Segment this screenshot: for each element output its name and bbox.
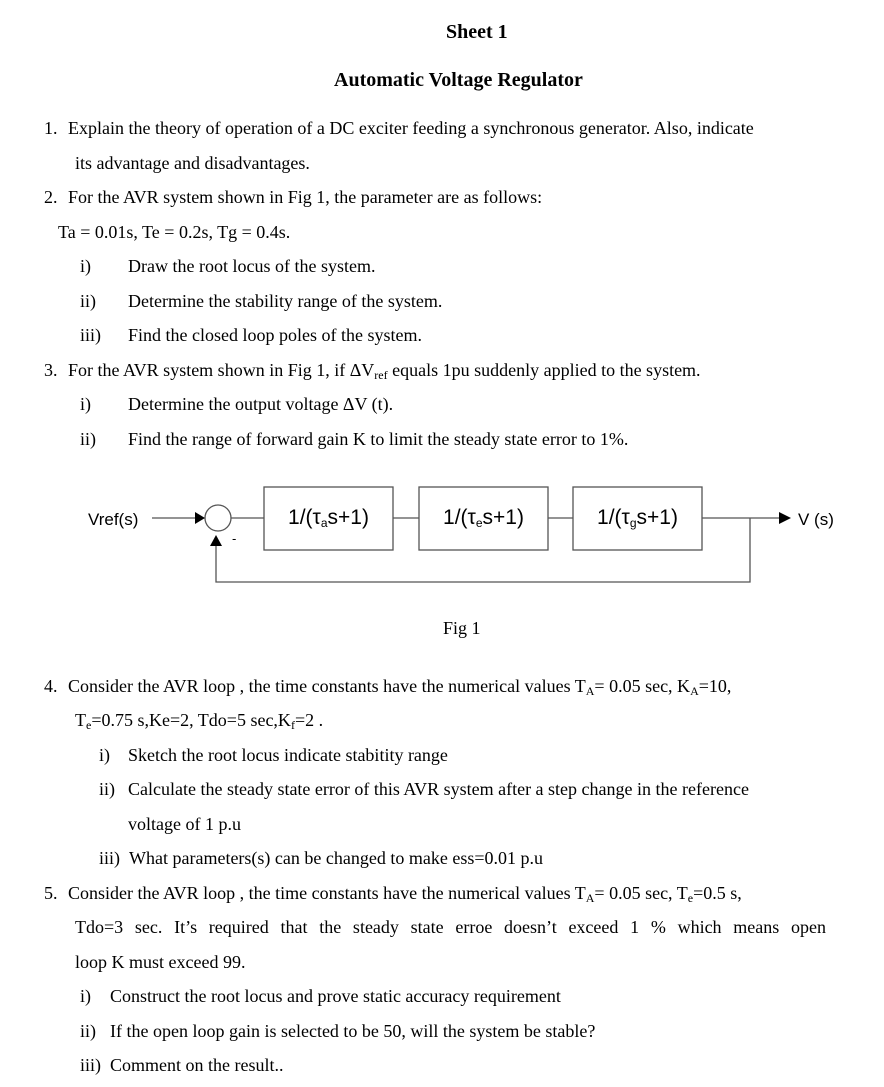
block-2-label: $1/(\tau_es+1)$ (443, 506, 524, 530)
q5-item-2-text: If the open loop gain is selected to be 50, will the system be stable? (110, 1021, 596, 1041)
q4-line1: Consider the AVR loop , the time constants have the numerical values $T_A= 0.05$ sec, $K_A=10$, (68, 676, 732, 698)
q4-item-3-text: What parameters(s) can be changed to make ess=0.01 p.u (129, 848, 543, 868)
block-1-label: $1/(\tau_as+1)$ (288, 506, 369, 530)
summing-junction (205, 505, 231, 531)
sheet-title: Sheet 1 (446, 21, 508, 43)
q5-line3: loop K must exceed 99. (75, 952, 246, 972)
q3-intro-a: For the AVR system shown in Fig 1, if ΔV (68, 360, 375, 380)
q5-number: 5. (44, 883, 58, 903)
q3-item-2-text: Find the range of forward gain K to limit the steady state error to 1%. (128, 429, 629, 449)
q3-intro-b: equals 1pu suddenly applied to the system. (387, 360, 701, 380)
q5-item-1-text: Construct the root locus and prove static accuracy requirement (110, 986, 561, 1006)
q4-number: 4. (44, 676, 58, 696)
q2-params: Ta = 0.01s, Te = 0.2s, Tg = 0.4s. (58, 222, 291, 242)
q5-item-2-label: ii) (80, 1021, 96, 1041)
q1-number: 1. (44, 118, 58, 138)
input-arrowhead (195, 512, 205, 524)
q3-intro-sub: ref (374, 368, 388, 382)
q4-item-1-label: i) (99, 745, 110, 765)
q4-item-3-label: iii) (99, 848, 120, 868)
q5-item-1-label: i) (80, 986, 91, 1006)
q5-line1: Consider the AVR loop , the time constants have the numerical values $T_A= 0.05$ sec, $T_e=0.5$ s, (68, 883, 742, 905)
q2-item-1-label: i) (80, 256, 91, 276)
q2-item-3-label: iii) (80, 325, 101, 345)
q3-item-1-label: i) (80, 394, 91, 414)
q2-number: 2. (44, 187, 58, 207)
feedback-arrowhead (210, 535, 222, 546)
q5-item-3-text: Comment on the result.. (110, 1055, 284, 1075)
q4-item-2-continued: voltage of 1 p.u (128, 814, 241, 834)
output-arrowhead (779, 512, 791, 524)
main-title: Automatic Voltage Regulator (334, 69, 583, 91)
q2-item-2-label: ii) (80, 291, 96, 311)
figure-caption: Fig 1 (443, 618, 481, 638)
q2-item-3-text: Find the closed loop poles of the system. (128, 325, 422, 345)
q4-line2: $T_e=0.75$ s,Ke=2, Tdo=5 $\sec,K_f=2$ . (75, 710, 324, 732)
q1-line2: its advantage and disadvantages. (75, 153, 310, 173)
q3-number: 3. (44, 360, 58, 380)
q5-item-3-label: iii) (80, 1055, 101, 1075)
block-3-label: $1/(\tau_gs+1)$ (597, 506, 678, 530)
minus-sign: - (232, 531, 237, 546)
input-label: Vref(s) (88, 510, 139, 529)
q3-item-2-label: ii) (80, 429, 96, 449)
q5-line2: Tdo=3 sec. It’s required that the steady state erroe doesn’t exceed 1 % which means open (75, 917, 826, 937)
q4-item-2-label: ii) (99, 779, 115, 799)
q2-item-2-text: Determine the stability range of the system. (128, 291, 443, 311)
q2-intro: For the AVR system shown in Fig 1, the parameter are as follows: (68, 187, 543, 207)
output-label: V (s) (798, 510, 834, 529)
q1-line1: Explain the theory of operation of a DC exciter feeding a synchronous generator. Also, indicate (68, 118, 754, 138)
q3-item-1-text: Determine the output voltage ΔV (t). (128, 394, 394, 414)
q4-item-2-text: Calculate the steady state error of this AVR system after a step change in the reference (128, 779, 749, 799)
q4-item-1-text: Sketch the root locus indicate stabitity range (128, 745, 448, 765)
q2-item-1-text: Draw the root locus of the system. (128, 256, 376, 276)
